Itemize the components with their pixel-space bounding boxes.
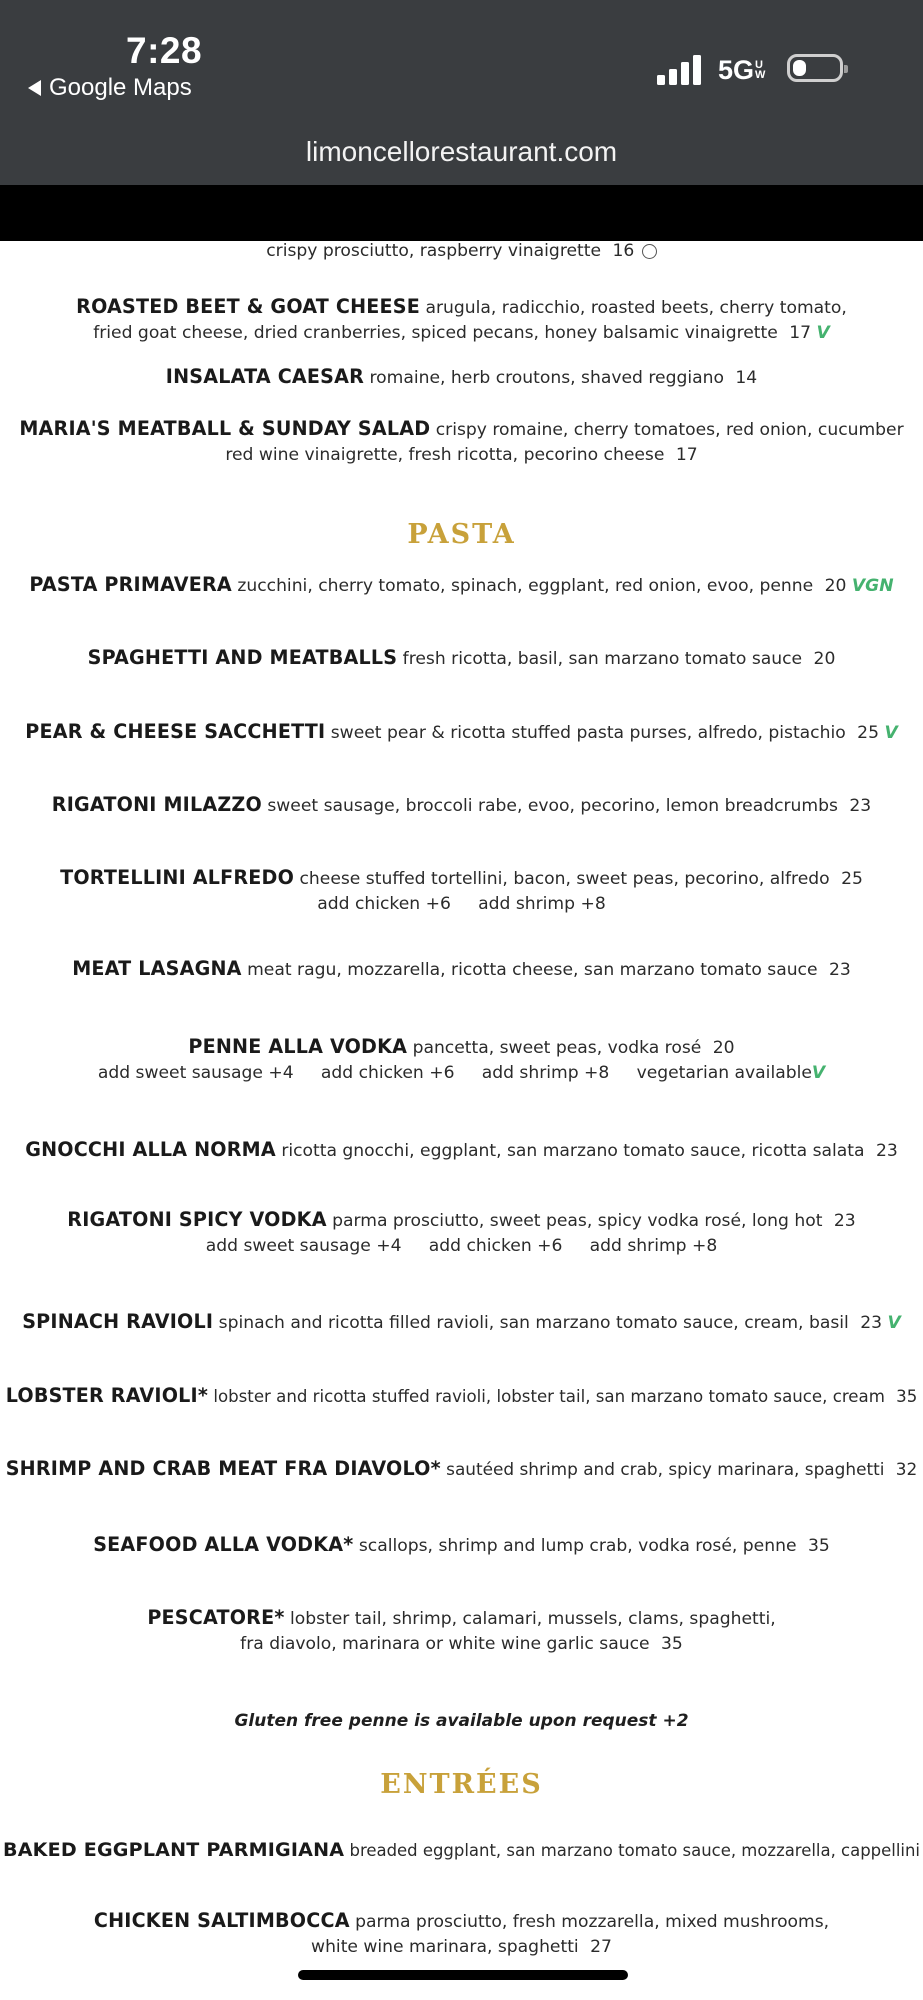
menu-item-chicken-saltimbocca-line2 bbox=[0, 1935, 923, 1959]
menu-item-partial-line2 bbox=[0, 241, 923, 263]
item-desc: lobster tail, shrimp, calamari, mussels, clams, spaghetti, bbox=[289, 1609, 776, 1629]
item-desc: arugula, radicchio, roasted beets, cherry tomato, bbox=[425, 298, 847, 318]
item-name: PESCATORE* bbox=[147, 1606, 285, 1629]
gluten-free-note: Gluten free penne is available upon request +2 bbox=[234, 1711, 689, 1731]
item-price: 25 bbox=[857, 723, 879, 743]
address-bar-url[interactable]: limoncellorestaurant.com bbox=[305, 136, 618, 167]
item-addons: add chicken +6 add shrimp +8 bbox=[317, 894, 606, 914]
item-name: SPAGHETTI AND MEATBALLS bbox=[87, 646, 398, 669]
item-price: 35 bbox=[807, 1536, 830, 1556]
item-price: 20 bbox=[824, 576, 847, 596]
item-name: PASTA PRIMAVERA bbox=[29, 573, 232, 596]
menu-item-penne-vodka bbox=[0, 1035, 923, 1060]
item-name: INSALATA CAESAR bbox=[165, 365, 365, 388]
item-price: 35 bbox=[661, 1634, 683, 1654]
menu-item-pescatore bbox=[0, 1606, 923, 1631]
item-name: SHRIMP AND CRAB MEAT FRA DIAVOLO* bbox=[5, 1457, 441, 1480]
browser-toolbar bbox=[0, 185, 923, 241]
item-desc: sweet pear & ricotta stuffed pasta purses, alfredo, pistachio bbox=[330, 723, 846, 743]
menu-page bbox=[0, 241, 923, 2000]
item-desc: parma prosciutto, fresh mozzarella, mixed mushrooms, bbox=[355, 1912, 830, 1932]
item-name: ROASTED BEET & GOAT CHEESE bbox=[76, 295, 420, 318]
item-price: 17 bbox=[675, 445, 698, 465]
item-desc: pancetta, sweet peas, vodka rosé bbox=[412, 1038, 702, 1058]
item-name: MEAT LASAGNA bbox=[72, 957, 242, 980]
battery-level bbox=[793, 60, 806, 76]
item-name: TORTELLINI ALFREDO bbox=[60, 866, 295, 889]
item-price: 35 bbox=[896, 1387, 918, 1406]
item-name: RIGATONI MILAZZO bbox=[51, 793, 262, 816]
item-name: GNOCCHI ALLA NORMA bbox=[25, 1138, 276, 1161]
item-name: PEAR & CHEESE SACCHETTI bbox=[25, 720, 326, 743]
menu-item-gnocchi-norma bbox=[0, 1138, 923, 1163]
item-name: PENNE ALLA VODKA bbox=[188, 1035, 408, 1058]
network-sub-top: U bbox=[755, 59, 763, 71]
item-price: 23 bbox=[860, 1313, 883, 1333]
item-desc: meat ragu, mozzarella, ricotta cheese, san marzano tomato sauce bbox=[247, 960, 818, 980]
item-desc: breaded eggplant, san marzano tomato sauce, mozzarella, cappellini bbox=[349, 1841, 920, 1860]
item-addons-row bbox=[0, 1061, 923, 1085]
item-name: BAKED EGGPLANT PARMIGIANA bbox=[3, 1839, 345, 1861]
battery-icon bbox=[787, 54, 843, 82]
item-addons: add sweet sausage +4 add chicken +6 add shrimp +8 vegetarian available bbox=[97, 1063, 812, 1083]
back-to-app-button[interactable] bbox=[28, 73, 192, 103]
item-price: 23 bbox=[849, 796, 872, 816]
section-heading-entrees: ENTRÉES bbox=[380, 1769, 543, 1800]
item-price: 20 bbox=[712, 1038, 735, 1058]
item-price: 25 bbox=[841, 869, 863, 889]
item-price: 32 bbox=[895, 1459, 918, 1479]
item-desc: ricotta gnocchi, eggplant, san marzano tomato sauce, ricotta salata bbox=[281, 1141, 865, 1161]
menu-item-roasted-beet-line2 bbox=[0, 321, 923, 345]
item-desc-2: crispy prosciutto, raspberry vinaigrette bbox=[266, 241, 602, 261]
item-name: MARIA'S MEATBALL & SUNDAY SALAD bbox=[19, 417, 431, 440]
network-sub bbox=[755, 60, 765, 80]
vegetarian-icon: V bbox=[884, 723, 898, 743]
item-desc: crispy romaine, cherry tomatoes, red onion, cucumber bbox=[435, 420, 904, 440]
item-desc: cheese stuffed tortellini, bacon, sweet peas, pecorino, alfredo bbox=[299, 869, 830, 889]
item-desc: romaine, herb croutons, shaved reggiano bbox=[369, 368, 724, 388]
menu-item-pear-sacchetti bbox=[0, 720, 923, 745]
item-price: 16 bbox=[612, 241, 635, 261]
network-type bbox=[718, 53, 765, 87]
home-indicator[interactable] bbox=[298, 1970, 628, 1980]
gluten-free-icon bbox=[642, 244, 657, 259]
back-arrow-icon bbox=[28, 80, 41, 96]
item-desc: fresh ricotta, basil, san marzano tomato sauce bbox=[402, 649, 803, 669]
menu-item-meat-lasagna bbox=[0, 957, 923, 982]
item-desc: spinach and ricotta filled ravioli, san marzano tomato sauce, cream, basil bbox=[218, 1313, 849, 1333]
vegan-icon: VGN bbox=[851, 576, 894, 596]
item-price: 27 bbox=[590, 1937, 612, 1957]
menu-item-tortellini-alfredo bbox=[0, 866, 923, 891]
item-desc: zucchini, cherry tomato, spinach, eggplant, red onion, evoo, penne bbox=[237, 576, 814, 596]
menu-item-spinach-ravioli bbox=[0, 1310, 923, 1335]
item-desc-2: fra diavolo, marinara or white wine garlic sauce bbox=[240, 1634, 650, 1654]
item-desc: parma prosciutto, sweet peas, spicy vodka rosé, long hot bbox=[332, 1211, 823, 1231]
status-time: 7:28 bbox=[126, 30, 203, 71]
item-price: 20 bbox=[813, 649, 836, 669]
menu-item-rigatoni-spicy-vodka bbox=[0, 1208, 923, 1233]
menu-item-pasta-primavera bbox=[0, 573, 923, 598]
item-name: CHICKEN SALTIMBOCCA bbox=[93, 1909, 350, 1932]
section-heading-pasta: PASTA bbox=[407, 519, 516, 550]
menu-item-seafood-vodka bbox=[0, 1533, 923, 1558]
back-app-label: Google Maps bbox=[49, 74, 192, 101]
menu-item-pescatore-line2 bbox=[0, 1632, 923, 1656]
menu-item-spaghetti-meatballs bbox=[0, 646, 923, 671]
menu-item-rigatoni-milazzo bbox=[0, 793, 923, 818]
item-name: RIGATONI SPICY VODKA bbox=[67, 1208, 327, 1231]
item-desc: sweet sausage, broccoli rabe, evoo, pecorino, lemon breadcrumbs bbox=[267, 796, 838, 816]
item-desc-2: red wine vinaigrette, fresh ricotta, pecorino cheese bbox=[225, 445, 665, 465]
item-name: SEAFOOD ALLA VODKA* bbox=[93, 1533, 354, 1556]
item-price: 23 bbox=[875, 1141, 898, 1161]
item-desc-2: white wine marinara, spaghetti bbox=[311, 1937, 579, 1957]
menu-item-marias-meatball bbox=[0, 417, 923, 442]
item-price: 23 bbox=[828, 960, 851, 980]
item-name: SPINACH RAVIOLI bbox=[22, 1310, 214, 1333]
menu-item-eggplant-parmigiana bbox=[0, 1838, 923, 1863]
item-price: 17 bbox=[789, 323, 812, 343]
network-sub-bottom: W bbox=[755, 69, 766, 81]
item-desc: lobster and ricotta stuffed ravioli, lobster tail, san marzano tomato sauce, cream bbox=[213, 1387, 885, 1406]
status-bar bbox=[0, 0, 923, 185]
cellular-signal-icon bbox=[657, 53, 703, 85]
item-desc: sautéed shrimp and crab, spicy marinara, spaghetti bbox=[446, 1459, 885, 1479]
network-label: 5G bbox=[718, 54, 755, 85]
menu-item-chicken-saltimbocca bbox=[0, 1909, 923, 1934]
item-name: LOBSTER RAVIOLI* bbox=[5, 1384, 209, 1407]
menu-item-caesar bbox=[0, 365, 923, 390]
menu-item-roasted-beet bbox=[0, 295, 923, 320]
menu-item-marias-meatball-line2 bbox=[0, 443, 923, 467]
item-addons: add sweet sausage +4 add chicken +6 add shrimp +8 bbox=[205, 1236, 718, 1256]
menu-item-lobster-ravioli bbox=[0, 1384, 923, 1409]
vegetarian-icon: V bbox=[816, 323, 830, 343]
item-price: 23 bbox=[833, 1211, 856, 1231]
item-desc: scallops, shrimp and lump crab, vodka rosé, penne bbox=[358, 1536, 797, 1556]
menu-item-shrimp-crab-fra-diavolo bbox=[0, 1457, 923, 1481]
item-desc-2: fried goat cheese, dried cranberries, spiced pecans, honey balsamic vinaigrette bbox=[93, 323, 778, 343]
vegetarian-icon: V bbox=[887, 1313, 901, 1333]
item-price: 14 bbox=[735, 368, 758, 388]
vegetarian-icon: V bbox=[811, 1063, 826, 1083]
